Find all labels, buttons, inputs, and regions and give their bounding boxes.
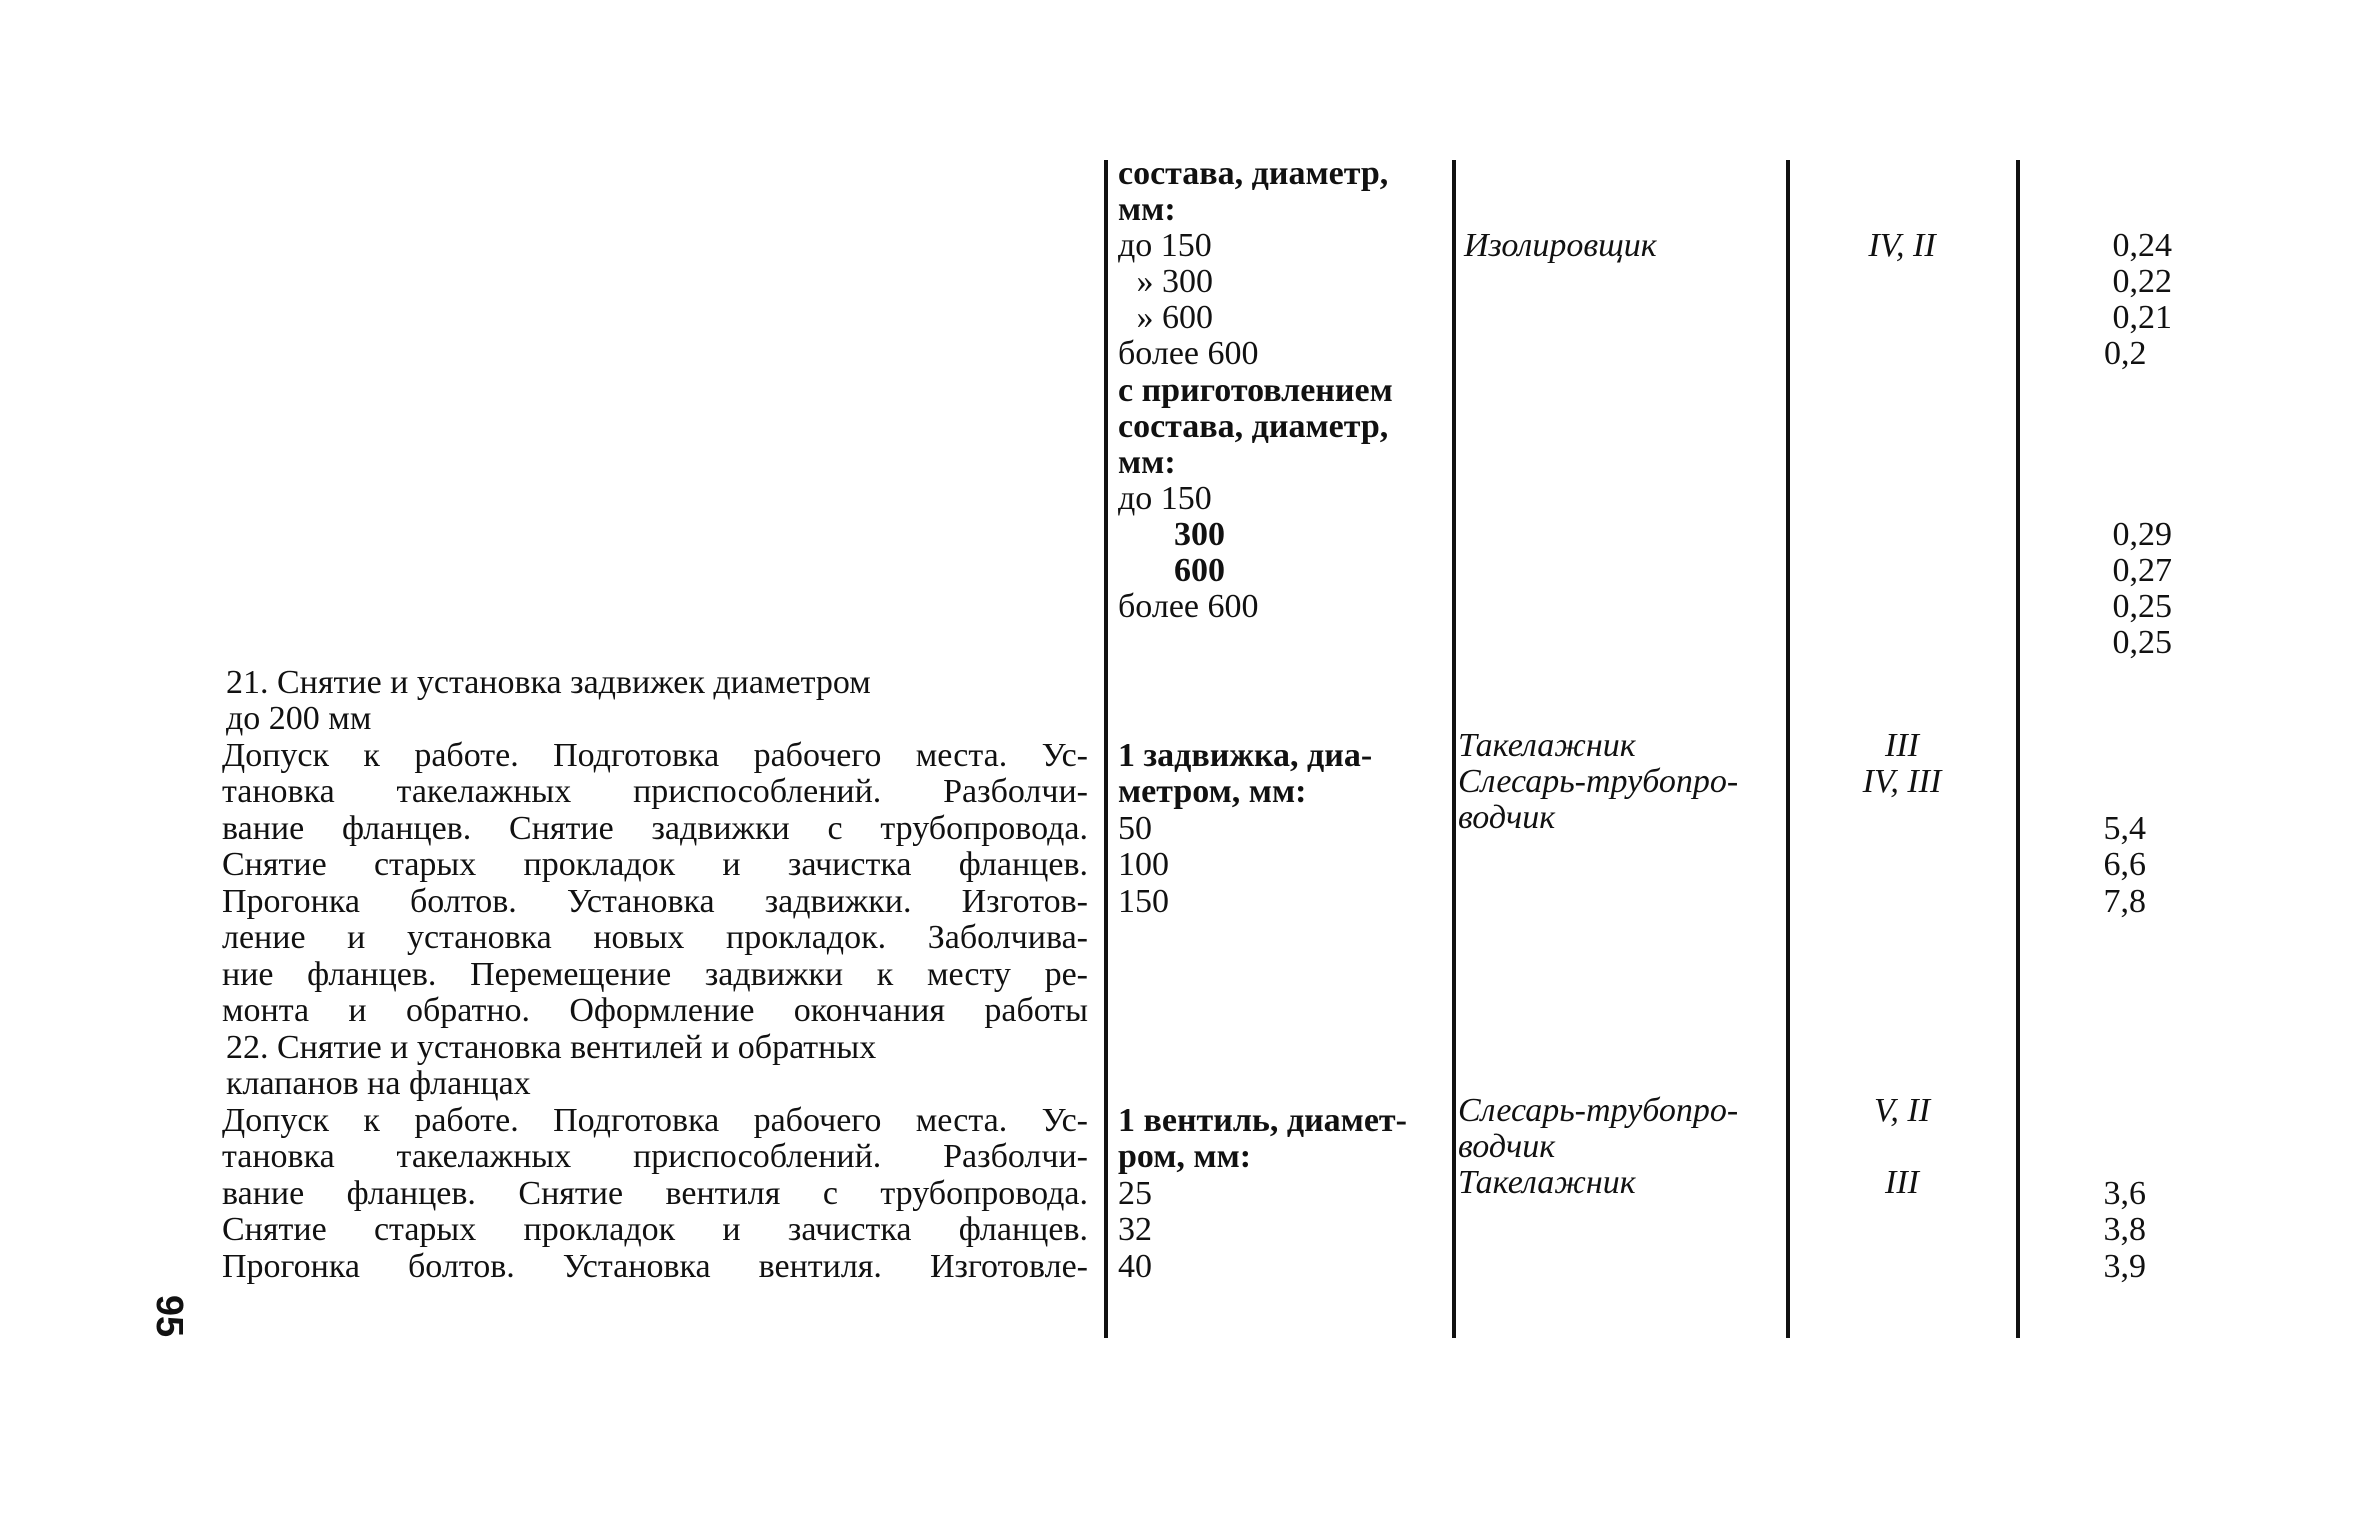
- measure-line: 600: [1174, 552, 1225, 589]
- measure-column: [1118, 0, 1448, 1285]
- grade-item21-line-1: III: [1885, 727, 1919, 764]
- item21-text-line: Снятие старых прокладок и зачистка фланцев.: [222, 846, 1088, 883]
- measure-line: состава, диаметр,: [1118, 408, 1389, 445]
- worker-item22-line-3: Такелажник: [1458, 1164, 1636, 1201]
- description-column: [222, 0, 1092, 1285]
- norm-value: 0,24: [2112, 227, 2172, 264]
- measure-line: 32: [1118, 1211, 1152, 1248]
- column-rule-2: [1452, 160, 1456, 1338]
- norm-value: 0,25: [2112, 588, 2172, 625]
- item21-title-line-1: 21. Снятие и установка задвижек диаметром: [226, 664, 871, 701]
- worker-item21-line-3: водчик: [1458, 799, 1556, 836]
- item22-text-line: Снятие старых прокладок и зачистка фланцев.: [222, 1211, 1088, 1248]
- norm-value: 3,9: [2103, 1248, 2146, 1285]
- item21-text-line: ние фланцев. Перемещение задвижки к месту ре-: [222, 956, 1088, 993]
- item22-text-line: тановка такелажных приспособлений. Разболчи-: [222, 1138, 1088, 1175]
- measure-line: 1 вентиль, диамет-: [1118, 1102, 1407, 1139]
- grade-item21-line-2: IV, III: [1862, 763, 1942, 800]
- item22-text-line: Допуск к работе. Подготовка рабочего места. Ус-: [222, 1102, 1088, 1139]
- measure-line: » 600: [1128, 299, 1213, 336]
- column-rule-4: [2016, 160, 2020, 1338]
- grade-item22-line-2: III: [1885, 1164, 1919, 1201]
- norm-column: [2022, 0, 2172, 1285]
- measure-line: более 600: [1118, 335, 1259, 372]
- measure-line: 300: [1174, 516, 1225, 553]
- grade-column: [1792, 0, 2012, 1201]
- measure-line: мм:: [1118, 444, 1176, 481]
- norm-value: 6,6: [2103, 846, 2146, 883]
- measure-line: более 600: [1118, 588, 1259, 625]
- measure-line: метром, мм:: [1118, 773, 1307, 810]
- norm-value: 0,25: [2112, 624, 2172, 661]
- item22-text-line: Прогонка болтов. Установка вентиля. Изготовле-: [222, 1248, 1088, 1285]
- measure-line: 150: [1118, 883, 1169, 920]
- measure-line: » 300: [1128, 263, 1213, 300]
- measure-line: 25: [1118, 1175, 1152, 1212]
- measure-line: мм:: [1118, 191, 1176, 228]
- item21-title-line-2: до 200 мм: [226, 700, 372, 737]
- measure-line: ром, мм:: [1118, 1138, 1252, 1175]
- item21-text-line: тановка такелажных приспособлений. Разболчи-: [222, 773, 1088, 810]
- measure-line: 1 задвижка, диа-: [1118, 737, 1373, 774]
- measure-line: 100: [1118, 846, 1169, 883]
- norm-value: 0,22: [2112, 263, 2172, 300]
- norm-value: 7,8: [2103, 883, 2146, 920]
- column-rule-3: [1786, 160, 1790, 1338]
- measure-line: до 150: [1118, 480, 1212, 517]
- norm-value: 0,2: [2104, 335, 2147, 372]
- item22-text-line: вание фланцев. Снятие вентиля с трубопровода.: [222, 1175, 1088, 1212]
- norm-value: 0,29: [2112, 516, 2172, 553]
- worker-item21-line-2: Слесарь-трубопро-: [1458, 763, 1739, 800]
- page-number: 95: [148, 1294, 190, 1338]
- worker-top: Изолировщик: [1464, 227, 1657, 264]
- measure-line: до 150: [1118, 227, 1212, 264]
- worker-item21-line-1: Такелажник: [1458, 727, 1636, 764]
- item21-text-line: Прогонка болтов. Установка задвижки. Изготов-: [222, 883, 1088, 920]
- norm-value: 0,27: [2112, 552, 2172, 589]
- column-rule-1: [1104, 160, 1108, 1338]
- item21-text-line: ление и установка новых прокладок. Заболчива-: [222, 919, 1088, 956]
- measure-line: с приготовлением: [1118, 372, 1393, 409]
- norm-value: 5,4: [2103, 810, 2146, 847]
- item22-title-line-1: 22. Снятие и установка вентилей и обратных: [226, 1029, 877, 1066]
- grade-item22-line-1: V, II: [1873, 1092, 1931, 1129]
- worker-column: [1458, 0, 1783, 1201]
- item22-title-line-2: клапанов на фланцах: [226, 1065, 531, 1102]
- item21-text-line: монта и обратно. Оформление окончания работы: [222, 992, 1088, 1029]
- norm-value: 0,21: [2112, 299, 2172, 336]
- grade-top: IV, II: [1868, 227, 1936, 264]
- norm-value: 3,6: [2103, 1175, 2146, 1212]
- worker-item22-line-2: водчик: [1458, 1128, 1556, 1165]
- item21-text-line: вание фланцев. Снятие задвижки с трубопровода.: [222, 810, 1088, 847]
- measure-line: 40: [1118, 1248, 1152, 1285]
- measure-line: 50: [1118, 810, 1152, 847]
- measure-line: состава, диаметр,: [1118, 155, 1389, 192]
- item21-text-line: Допуск к работе. Подготовка рабочего места. Ус-: [222, 737, 1088, 774]
- norm-value: 3,8: [2103, 1211, 2146, 1248]
- worker-item22-line-1: Слесарь-трубопро-: [1458, 1092, 1739, 1129]
